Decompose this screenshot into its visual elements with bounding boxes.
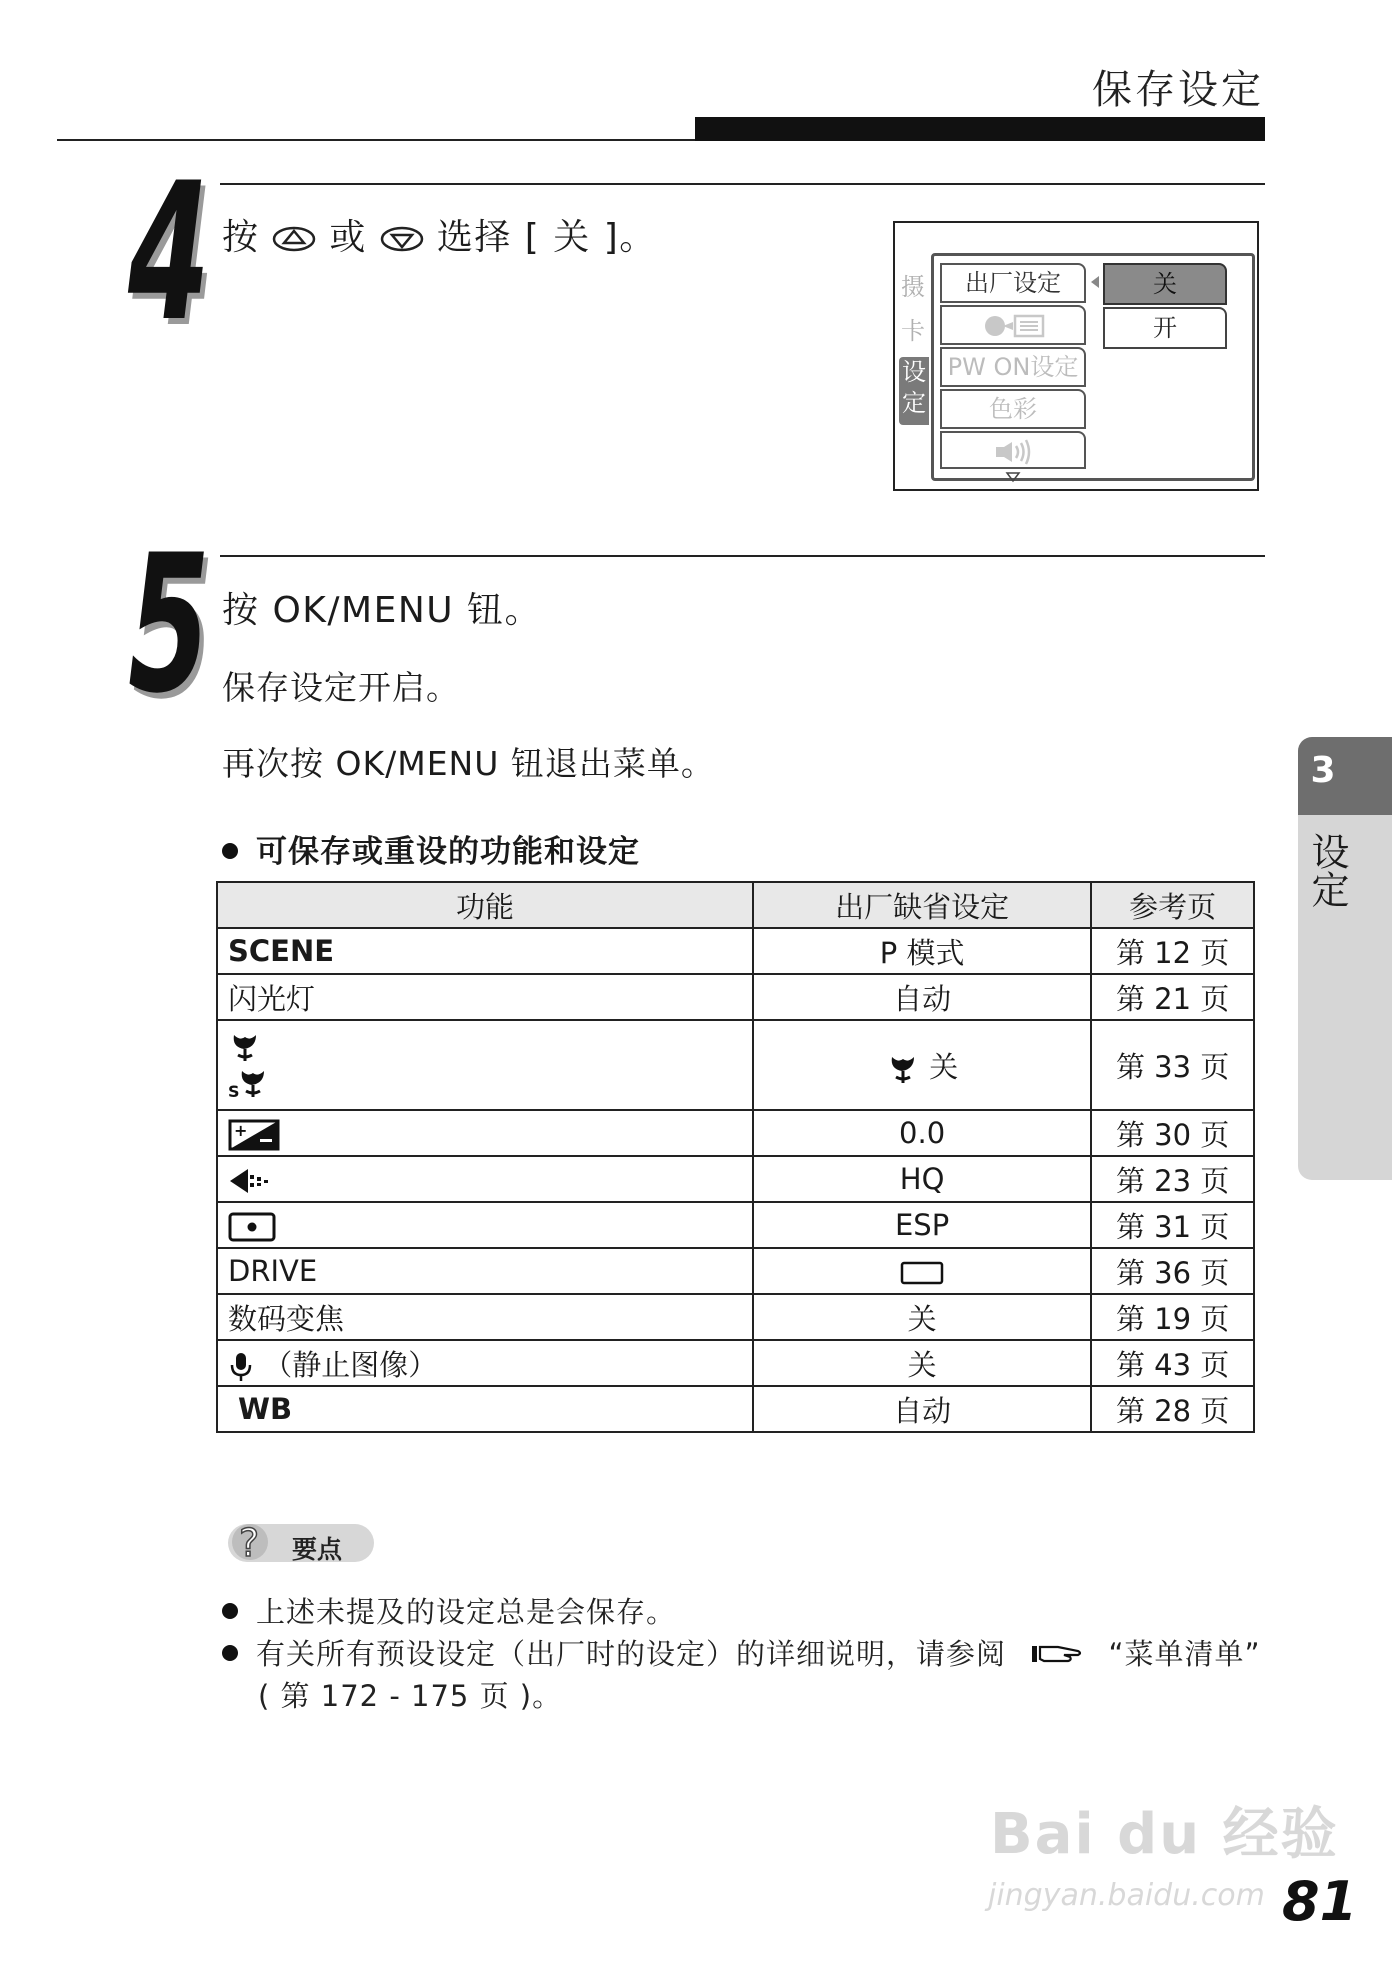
cell-default: 关 [753, 1340, 1091, 1386]
cell-default [753, 1248, 1091, 1294]
table-row [217, 974, 1254, 1020]
step4-text-after: 选择 [ 关 ]。 [436, 217, 657, 258]
camera-menu-screen [893, 221, 1259, 491]
chapter-number: 3 [1310, 750, 1336, 791]
cell-function [217, 1340, 753, 1386]
chapter-label: 设定 [1305, 832, 1349, 908]
cell-function: SCENE [217, 928, 753, 974]
question-mark-icon [230, 1516, 270, 1566]
cell-function-text: （静止图像） [263, 1347, 438, 1382]
camera-tab-setup [899, 357, 929, 425]
language-icon [973, 311, 1053, 341]
table-row [217, 1156, 1254, 1202]
step5-title: 按 OK/MENU 钮。 [222, 590, 543, 631]
cell-function [217, 1110, 753, 1156]
cell-default: 关 [753, 1294, 1091, 1340]
scroll-down-arrow-icon [1005, 471, 1021, 483]
step4-number: 4 [128, 142, 210, 363]
microphone-icon [228, 1351, 254, 1383]
exposure-compensation-icon [228, 1119, 280, 1151]
cell-function: DRIVE [217, 1248, 753, 1294]
step4-text-before: 按 [222, 217, 260, 258]
table-row [217, 1020, 1254, 1110]
cell-function [217, 1202, 753, 1248]
table-row [217, 1294, 1254, 1340]
image-quality-icon [228, 1166, 276, 1196]
cell-page: 第 31 页 [1091, 1202, 1254, 1248]
table-row [217, 928, 1254, 974]
cell-page: 第 36 页 [1091, 1248, 1254, 1294]
cell-page: 第 23 页 [1091, 1156, 1254, 1202]
speaker-icon [988, 437, 1038, 467]
cell-default-text: 关 [929, 1049, 959, 1084]
bullet-icon [222, 1645, 238, 1661]
cell-default: ESP [753, 1202, 1091, 1248]
macro-icon [228, 1031, 262, 1063]
camera-option-on: 开 [1103, 307, 1227, 349]
table-header-row [217, 882, 1254, 928]
cell-function [217, 1156, 753, 1202]
page-number: 81 [1282, 1870, 1358, 1933]
svg-text:?: ? [239, 1521, 260, 1565]
metering-icon [228, 1212, 276, 1242]
tips-label: 要点 [292, 1535, 343, 1564]
cell-page: 第 21 页 [1091, 974, 1254, 1020]
tip-text-3: “菜单清单” [1108, 1637, 1261, 1671]
page-header-title: 保存设定 [1092, 67, 1264, 113]
cell-default [753, 1020, 1091, 1110]
cell-default: 自动 [753, 1386, 1091, 1432]
camera-item-language [940, 305, 1086, 345]
header-bar [695, 117, 1265, 141]
camera-item-pw-on: PW ON设定 [940, 347, 1086, 387]
cell-page: 第 33 页 [1091, 1020, 1254, 1110]
cell-function [217, 1020, 753, 1110]
step5-rule [220, 555, 1265, 557]
tip-item-2-cont: ( 第 172 - 175 页 )。 [258, 1679, 563, 1713]
header-function: 功能 [217, 882, 753, 928]
svg-text:S: S [228, 1082, 240, 1099]
cell-default: HQ [753, 1156, 1091, 1202]
watermark-logo: Bai du 经验 [990, 1802, 1339, 1867]
camera-item-sound [940, 431, 1086, 469]
up-arrow-button-icon [272, 225, 316, 253]
bullet-icon [222, 1603, 238, 1619]
cell-function: 数码变焦 [217, 1294, 753, 1340]
cell-default: P 模式 [753, 928, 1091, 974]
super-macro-icon [228, 1067, 272, 1099]
cell-page: 第 28 页 [1091, 1386, 1254, 1432]
tip-text-1: 上述未提及的设定总是会保存。 [256, 1595, 677, 1629]
tip-item-1 [222, 1590, 676, 1631]
header-page: 参考页 [1091, 882, 1254, 928]
table-row [217, 1202, 1254, 1248]
cell-page: 第 43 页 [1091, 1340, 1254, 1386]
camera-option-off: 关 [1103, 263, 1227, 305]
down-arrow-button-icon [380, 225, 424, 253]
cell-default: 自动 [753, 974, 1091, 1020]
table-row [217, 1110, 1254, 1156]
header-default: 出厂缺省设定 [753, 882, 1091, 928]
cell-function: WB [217, 1386, 753, 1432]
header-rule [57, 139, 695, 141]
tip-text-2: 有关所有预设设定（出厂时的设定）的详细说明，请参阅 [256, 1637, 1007, 1671]
single-frame-icon [900, 1260, 944, 1286]
camera-tab-setup-char1: 设 [902, 358, 926, 386]
watermark-url: jingyan.baidu.com [988, 1878, 1265, 1913]
cell-default: 0.0 [753, 1110, 1091, 1156]
settings-table [216, 881, 1255, 1433]
step5-number: 5 [128, 514, 210, 735]
step4-instruction [222, 209, 657, 260]
macro-icon [886, 1053, 920, 1085]
table-heading-text: 可保存或重设的功能和设定 [256, 834, 640, 870]
svg-text:+: + [234, 1120, 248, 1140]
step5-line2: 再次按 OK/MENU 钮退出菜单。 [222, 744, 715, 783]
cell-page: 第 19 页 [1091, 1294, 1254, 1340]
table-row [217, 1386, 1254, 1432]
camera-tab-setup-char2: 定 [902, 389, 926, 417]
camera-tab-shoot: 摄 [901, 273, 925, 301]
camera-tab-card: 卡 [901, 317, 925, 345]
step4-text-or: 或 [329, 217, 367, 258]
cell-page: 第 12 页 [1091, 928, 1254, 974]
table-row [217, 1248, 1254, 1294]
tip-item-2 [222, 1632, 1267, 1673]
camera-item-reset: 出厂设定 [940, 263, 1086, 303]
bullet-icon [222, 843, 238, 859]
selection-pointer-icon [1089, 275, 1101, 289]
step4-rule [220, 183, 1265, 185]
cell-function: 闪光灯 [217, 974, 753, 1020]
cell-page: 第 30 页 [1091, 1110, 1254, 1156]
table-row [217, 1340, 1254, 1386]
step5-line1: 保存设定开启。 [222, 668, 460, 707]
table-heading [222, 826, 640, 871]
reference-hand-icon [1030, 1641, 1084, 1667]
camera-item-color: 色彩 [940, 389, 1086, 429]
